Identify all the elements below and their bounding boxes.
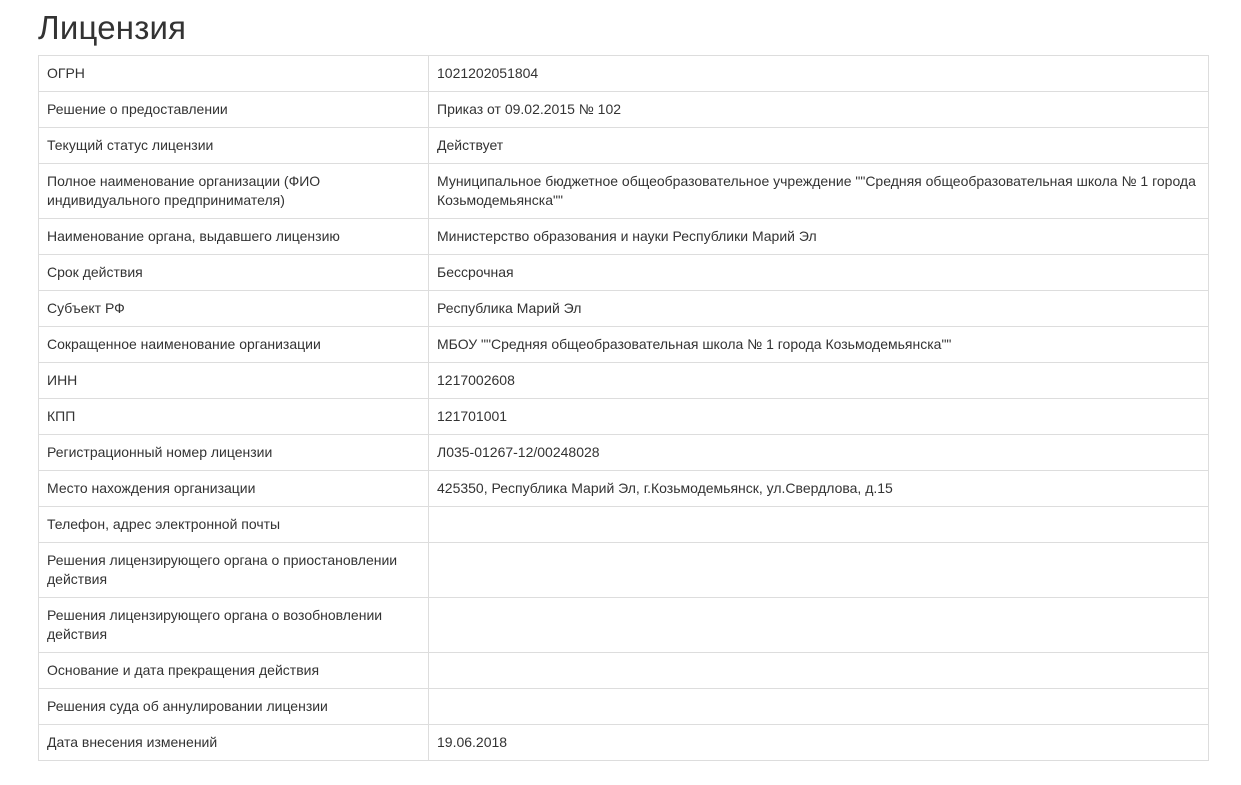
table-row-kpp xyxy=(39,399,1209,435)
table-row-termination xyxy=(39,653,1209,689)
row-label: Решение о предоставлении xyxy=(39,92,429,128)
row-value: Приказ от 09.02.2015 № 102 xyxy=(429,92,1209,128)
table-row-region xyxy=(39,291,1209,327)
license-table xyxy=(38,55,1209,761)
row-value xyxy=(429,507,1209,543)
row-label: Текущий статус лицензии xyxy=(39,128,429,164)
row-label: Место нахождения организации xyxy=(39,471,429,507)
row-value: Бессрочная xyxy=(429,255,1209,291)
row-label: КПП xyxy=(39,399,429,435)
table-row-validity xyxy=(39,255,1209,291)
row-label: Дата внесения изменений xyxy=(39,725,429,761)
table-row-suspension xyxy=(39,543,1209,598)
row-label: Полное наименование организации (ФИО индивидуального предпринимателя) xyxy=(39,164,429,219)
table-row-location xyxy=(39,471,1209,507)
table-row-ogrn xyxy=(39,56,1209,92)
row-value: Республика Марий Эл xyxy=(429,291,1209,327)
row-label: ИНН xyxy=(39,363,429,399)
row-label: Решения лицензирующего органа о возобновлении действия xyxy=(39,598,429,653)
table-row-annulment xyxy=(39,689,1209,725)
row-value xyxy=(429,653,1209,689)
table-row-contacts xyxy=(39,507,1209,543)
row-label: Срок действия xyxy=(39,255,429,291)
row-value: 19.06.2018 xyxy=(429,725,1209,761)
row-label: Решения лицензирующего органа о приостановлении действия xyxy=(39,543,429,598)
table-row-resumption xyxy=(39,598,1209,653)
row-value: 425350, Республика Марий Эл, г.Козьмодемьянск, ул.Свердлова, д.15 xyxy=(429,471,1209,507)
row-value: 1217002608 xyxy=(429,363,1209,399)
row-label: ОГРН xyxy=(39,56,429,92)
table-row-change-date xyxy=(39,725,1209,761)
table-row-short-name xyxy=(39,327,1209,363)
row-label: Сокращенное наименование организации xyxy=(39,327,429,363)
table-row-status xyxy=(39,128,1209,164)
row-label: Регистрационный номер лицензии xyxy=(39,435,429,471)
row-value: Муниципальное бюджетное общеобразовательное учреждение ""Средняя общеобразовательная школа № 1 города Козьмодемьянска"" xyxy=(429,164,1209,219)
table-row-issuing-authority xyxy=(39,219,1209,255)
row-value xyxy=(429,689,1209,725)
row-label: Основание и дата прекращения действия xyxy=(39,653,429,689)
table-row-reg-number xyxy=(39,435,1209,471)
row-value: Л035-01267-12/00248028 xyxy=(429,435,1209,471)
row-label: Субъект РФ xyxy=(39,291,429,327)
table-row-decision xyxy=(39,92,1209,128)
row-label: Телефон, адрес электронной почты xyxy=(39,507,429,543)
row-value xyxy=(429,543,1209,598)
row-value: МБОУ ""Средняя общеобразовательная школа № 1 города Козьмодемьянска"" xyxy=(429,327,1209,363)
row-value: Действует xyxy=(429,128,1209,164)
row-label: Наименование органа, выдавшего лицензию xyxy=(39,219,429,255)
row-value: 121701001 xyxy=(429,399,1209,435)
row-value: Министерство образования и науки Республики Марий Эл xyxy=(429,219,1209,255)
table-row-inn xyxy=(39,363,1209,399)
table-row-full-name xyxy=(39,164,1209,219)
row-value: 1021202051804 xyxy=(429,56,1209,92)
row-label: Решения суда об аннулировании лицензии xyxy=(39,689,429,725)
row-value xyxy=(429,598,1209,653)
page-title: Лицензия xyxy=(38,9,187,46)
